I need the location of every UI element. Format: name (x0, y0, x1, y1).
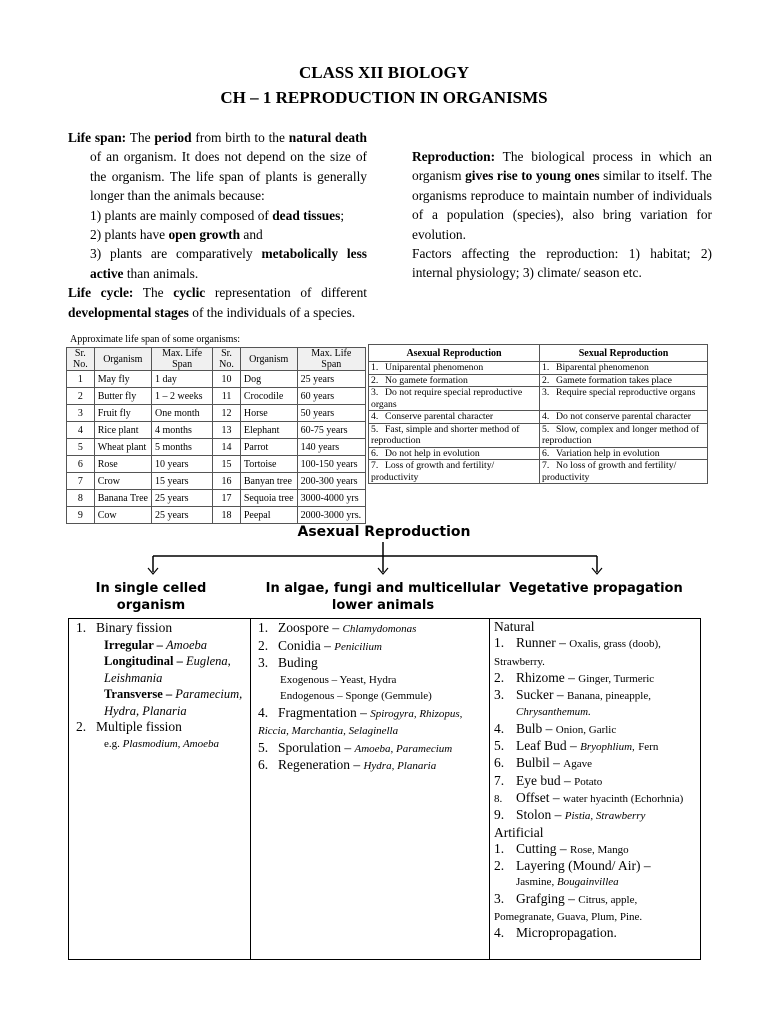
comparison-text: Loss of growth and fertility/ productivity (371, 460, 495, 483)
comparison-cell (540, 362, 708, 375)
box-divider-2 (489, 618, 490, 959)
lifespan-row (67, 439, 366, 456)
lifespan-cell: 10 (213, 371, 241, 388)
comparison-cell (369, 362, 540, 375)
binary-fission-item: 1. Binary fission (76, 620, 173, 635)
irregular-line: Irregular – Amoeba (104, 637, 207, 652)
comparison-cell (369, 447, 540, 460)
col-header: Sr. No. (67, 348, 95, 371)
col-header: Organism (240, 348, 297, 371)
single-celled-box (76, 620, 248, 752)
comparison-cell (540, 411, 708, 424)
lifespan-cell: Horse (240, 405, 297, 422)
micropropagation-item: 4. Micropropagation. (494, 925, 617, 941)
col-header: Sr. No. (213, 348, 241, 371)
life-cycle-label: Life cycle: (68, 285, 134, 301)
life-span-paragraph: Life span: The period from birth to the natural death of an organism. It does not depend on the size of the organism. The life span of plants is generally longer than the animals because: (68, 130, 367, 204)
comparison-cell (540, 374, 708, 387)
lifespan-cell: 200-300 years (297, 473, 365, 490)
lifespan-row (67, 371, 366, 388)
bulb-item: 4. Bulb – Onion, Garlic (494, 720, 617, 736)
natural-heading: Natural (494, 619, 535, 634)
lifespan-cell: 17 (213, 490, 241, 507)
comparison-cell (540, 423, 708, 447)
bulbil-item: 6. Bulbil – Agave (494, 755, 592, 771)
lifespan-cell: Elephant (240, 422, 297, 439)
fragmentation-item: 4. Fragmentation – Spirogyra, Rhizopus, Riccia, Marchantia, Selaginella (258, 704, 463, 737)
lifespan-table-caption: Approximate life span of some organisms: (70, 334, 241, 345)
zoospore-item: 1. Zoospore – Chlamydomonas (258, 620, 417, 635)
lifespan-cell: Sequoia tree (240, 490, 297, 507)
lifespan-cell: 9 (67, 507, 95, 524)
lifespan-cell: One month (151, 405, 212, 422)
lifespan-row (67, 405, 366, 422)
comparison-cell (369, 411, 540, 424)
lifespan-cell: 1 (67, 371, 95, 388)
comparison-cell (369, 387, 540, 411)
comparison-number: 7. (371, 460, 379, 471)
lifespan-cell: 14 (213, 439, 241, 456)
comparison-number: 5. (371, 423, 379, 435)
reproduction-label: Reproduction: (412, 149, 496, 164)
lifespan-cell: 60 years (297, 388, 365, 405)
chapter-title: CH – 1 REPRODUCTION IN ORGANISMS (220, 88, 548, 107)
lifespan-cell: 5 months (151, 439, 212, 456)
lifespan-cell: 100-150 years (297, 456, 365, 473)
lifespan-cell: 12 (213, 405, 241, 422)
transverse-line: Transverse – Paramecium, Hydra, Planaria (104, 687, 243, 718)
comparison-text: No gamete formation (385, 374, 468, 386)
lifespan-cell: May fly (94, 371, 151, 388)
lifespan-cell: Crow (94, 473, 151, 490)
comparison-text: Require special reproductive organs (556, 387, 696, 398)
lifespan-cell: 11 (213, 388, 241, 405)
budding-item: 3. Buding (258, 655, 318, 670)
comparison-number: 1. (371, 362, 379, 373)
lifespan-cell: 50 years (297, 405, 365, 422)
artificial-heading: Artificial (494, 824, 544, 840)
lifespan-cell: 3 (67, 405, 95, 422)
reproduction-paragraph: Reproduction: The biological process in which an organism gives rise to young ones similar to itself. The organisms reproduce to maintain number of individuals of a population (species), also bring variation for evolution. (412, 149, 713, 242)
comparison-text: No loss of growth and fertility/ productivity (542, 460, 677, 483)
lifespan-cell: 16 (213, 473, 241, 490)
comparison-text: Gamete formation takes place (556, 374, 672, 386)
conidia-item: 2. Conidia – Penicilium (258, 637, 382, 653)
lifespan-cell: Fruit fly (94, 405, 151, 422)
col-header: Organism (94, 348, 151, 371)
algae-fungi-box (258, 620, 486, 775)
rhizome-item: 2. Rhizome – Ginger, Turmeric (494, 669, 655, 685)
comparison-number: 3. (542, 387, 550, 398)
lifespan-row (67, 473, 366, 490)
comparison-number: 6. (542, 447, 550, 459)
lifespan-cell: 2 (67, 388, 95, 405)
life-span-point-3: 3) plants are comparatively metabolically less active than animals. (90, 246, 367, 281)
leaf-bud-item: 5. Leaf Bud – Bryophlium, Fern (494, 738, 659, 754)
lifespan-cell: 2000-3000 yrs. (297, 507, 365, 524)
lifespan-cell: Cow (94, 507, 151, 524)
col-header: Max. Life Span (151, 348, 212, 371)
lifespan-cell: Tortoise (240, 456, 297, 473)
col-header: Max. Life Span (297, 348, 365, 371)
comparison-cell (369, 460, 540, 484)
lifespan-cell: 1 – 2 weeks (151, 388, 212, 405)
multiple-fission-example: e.g. Plasmodium, Amoeba (104, 737, 219, 750)
lifespan-table (66, 347, 366, 524)
reproduction-comparison-table (368, 344, 708, 484)
sucker-item: 3. Sucker – Banana, pineapple, (494, 687, 651, 703)
comparison-text: Do not help in evolution (385, 447, 480, 459)
lifespan-cell: 140 years (297, 439, 365, 456)
comparison-text: Do not require special reproductive organs (371, 387, 523, 410)
comparison-number: 4. (371, 411, 379, 422)
lifespan-cell: 8 (67, 490, 95, 507)
lifespan-cell: 3000-4000 yrs (297, 490, 365, 507)
comparison-row (369, 411, 708, 424)
layering-item: 2. Layering (Mound/ Air) – (494, 858, 651, 874)
lifespan-row (67, 388, 366, 405)
factors-paragraph: Factors affecting the reproduction: 1) habitat; 2) internal physiology; 3) climate/ season etc. (412, 246, 712, 281)
branch-single-celled: In single celled organism (95, 581, 207, 613)
lifespan-row (67, 422, 366, 439)
right-column (412, 147, 712, 283)
lifespan-cell: Butter fly (94, 388, 151, 405)
comparison-row (369, 387, 708, 411)
lifespan-cell: Dog (240, 371, 297, 388)
comparison-number: 1. (542, 362, 550, 373)
lifespan-cell: 13 (213, 422, 241, 439)
comparison-cell (540, 447, 708, 460)
grafting-item: 3. Grafging – Citrus, apple, Pomegranate, Guava, Plum, Pine. (494, 890, 643, 924)
lifespan-cell: 25 years (151, 507, 212, 524)
lifespan-cell: 4 (67, 422, 95, 439)
comparison-row (369, 362, 708, 375)
lifespan-cell: Rose (94, 456, 151, 473)
lifespan-cell: Parrot (240, 439, 297, 456)
sporulation-item: 5. Sporulation – Amoeba, Paramecium (258, 739, 453, 755)
comparison-row (369, 460, 708, 484)
branch-algae-fungi: In algae, fungi and multicellular lower animals (265, 581, 501, 613)
lifespan-cell: Rice plant (94, 422, 151, 439)
exogenous-line: Exogenous – Yeast, Hydra (280, 673, 397, 686)
asexual-diagram-title: Asexual Reproduction (297, 524, 471, 540)
lifespan-cell: 25 years (297, 371, 365, 388)
lifespan-row (67, 490, 366, 507)
comparison-text: Biparental phenomenon (556, 362, 649, 373)
comparison-row (369, 374, 708, 387)
lifespan-cell: 5 (67, 439, 95, 456)
comparison-text: Do not conserve parental character (556, 411, 692, 422)
comparison-number: 2. (542, 374, 550, 386)
lifespan-cell: Banana Tree (94, 490, 151, 507)
longitudinal-line: Longitudinal – Euglena, Leishmania (104, 654, 231, 685)
sucker-example: Chrysanthemum. (516, 706, 591, 719)
comparison-number: 5. (542, 423, 550, 435)
layering-example: Jasmine, Bougainvillea (516, 876, 619, 889)
lifespan-cell: 25 years (151, 490, 212, 507)
sexual-header: Sexual Reproduction (540, 345, 708, 362)
lifespan-row (67, 456, 366, 473)
comparison-text: Conserve parental character (385, 411, 494, 422)
comparison-number: 7. (542, 460, 550, 471)
comparison-number: 2. (371, 374, 379, 386)
multiple-fission-item: 2. Multiple fission (76, 719, 182, 734)
cutting-item: 1. Cutting – Rose, Mango (494, 840, 629, 856)
comparison-cell (540, 460, 708, 484)
lifespan-cell: Crocodile (240, 388, 297, 405)
vegetative-box (494, 619, 696, 942)
lifespan-cell: 15 (213, 456, 241, 473)
lifespan-cell: 60-75 years (297, 422, 365, 439)
comparison-text: Variation help in evolution (556, 447, 660, 459)
lifespan-cell: 1 day (151, 371, 212, 388)
comparison-text: Fast, simple and shorter method of reproduction (371, 423, 520, 446)
lifespan-cell: 7 (67, 473, 95, 490)
comparison-cell (540, 387, 708, 411)
comparison-text: Slow, complex and longer method of reproduction (542, 423, 700, 446)
stolon-item: 9. Stolon – Pistia, Strawberry (494, 807, 646, 823)
class-subject-title: CLASS XII BIOLOGY (298, 63, 470, 82)
lifespan-cell: Banyan tree (240, 473, 297, 490)
comparison-number: 3. (371, 387, 379, 398)
offset-item: 8. Offset – water hyacinth (Echorhnia) (494, 789, 684, 805)
eye-bud-item: 7. Eye bud – Potato (494, 772, 603, 788)
comparison-number: 6. (371, 447, 379, 459)
lifespan-cell: 4 months (151, 422, 212, 439)
comparison-cell (369, 423, 540, 447)
endogenous-line: Endogenous – Sponge (Gemmule) (280, 690, 432, 702)
comparison-row (369, 423, 708, 447)
lifespan-cell: Peepal (240, 507, 297, 524)
comparison-cell (369, 374, 540, 387)
life-cycle-paragraph: Life cycle: The cyclic representation of different developmental stages of the individuals of a species. (68, 285, 367, 320)
lifespan-cell: 6 (67, 456, 95, 473)
lifespan-cell: 15 years (151, 473, 212, 490)
comparison-number: 4. (542, 411, 550, 422)
comparison-text: Uniparental phenomenon (385, 362, 484, 373)
branch-connectors (0, 540, 768, 580)
regeneration-item: 6. Regeneration – Hydra, Planaria (258, 757, 437, 772)
branch-vegetative: Vegetative propagation (509, 581, 683, 596)
lifespan-cell: 18 (213, 507, 241, 524)
box-divider-1 (250, 618, 251, 959)
life-span-point-2: 2) plants have open growth and (90, 227, 263, 243)
lifespan-row (67, 507, 366, 524)
lifespan-cell: 10 years (151, 456, 212, 473)
lifespan-table-header (67, 348, 366, 371)
lifespan-cell: Wheat plant (94, 439, 151, 456)
left-column (68, 128, 367, 322)
asexual-header: Asexual Reproduction (369, 345, 540, 362)
runner-item: 1. Runner – Oxalis, grass (doob), Strawberry. (494, 635, 661, 668)
comparison-row (369, 447, 708, 460)
life-span-point-1: 1) plants are mainly composed of dead tissues; (90, 207, 345, 223)
life-span-label: Life span: (68, 130, 127, 145)
